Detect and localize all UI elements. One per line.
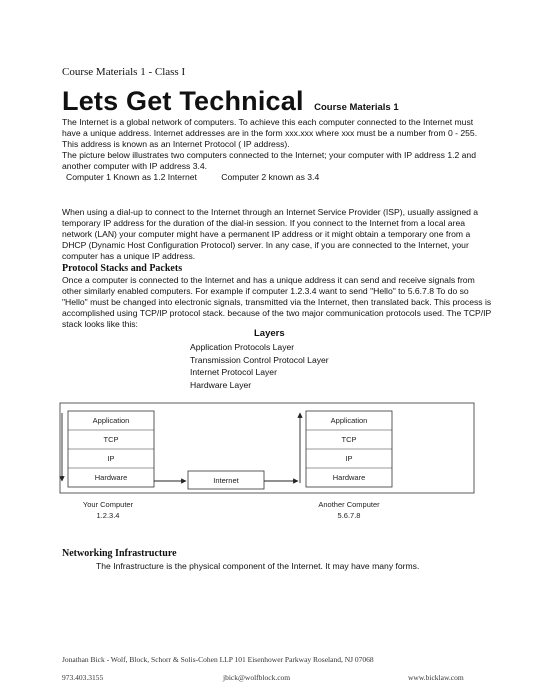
intro-paragraph: The Internet is a global network of computers. To achieve this each computer connected to the Internet must have a unique address. Internet addresses are in the form xxx.xxx where xxx must be a number from 0 - 255. This address is known as an Internet Protocol ( IP address). — [62, 117, 478, 149]
right-layer-label: Application — [330, 416, 368, 425]
title-row — [62, 86, 399, 117]
layer-item: Application Protocols Layer — [190, 342, 295, 352]
layer-item: Transmission Control Protocol Layer — [190, 354, 329, 365]
another-computer-address: 5.6.7.8 — [337, 511, 361, 520]
computer-1-label: Computer 1 Known as 1.2 Internet — [66, 172, 197, 182]
another-computer-label: Another Computer — [318, 500, 380, 509]
layer-item: Hardware Layer — [190, 379, 252, 390]
dialup-paragraph: When using a dial-up to connect to the Internet through an Internet Service Provider (ISP), usually assigned a temporary IP address for the duration of the dial-in session. If you connect to the Internet from a local area network (LAN) your computer might have a permanent IP address or it might obtain a temporary one from a DHCP (Dynamic Host Configuration Protocol) server. In any case, if you are connected to the Internet, your computer has a unique IP address. — [62, 207, 479, 261]
right-layer-label: Hardware — [332, 473, 366, 482]
protocol-paragraph: Once a computer is connected to the Internet and has a unique address it can send and receive signals from other similarly enabled computers. For example if computer 1.2.3.4 want to send "Hello" to 5.6.7.8 To do so "Hello" must be changed into electronic signals, transmitted via the Internet, then translated back. This process is accomplished using TCP/IP protocol stack. because of the two major communication protocols used. The TCP/IP stack looks like this: — [62, 275, 492, 329]
footer-website: www.bicklaw.com — [408, 673, 464, 682]
tcpip-diagram — [58, 401, 478, 531]
left-layer-label: IP — [107, 454, 115, 463]
page-subtitle: Course Materials 1 — [314, 102, 399, 113]
computers-row — [66, 172, 341, 182]
left-layer-label: Hardware — [94, 473, 128, 482]
footer-address: Jonathan Bick - Wolf, Block, Schorr & Solis-Cohen LLP 101 Eisenhower Parkway Roseland, NJ 07068 — [62, 655, 374, 664]
infrastructure-heading: Networking Infrastructure — [62, 548, 177, 559]
right-layer-label: IP — [345, 454, 353, 463]
course-header: Course Materials 1 - Class I — [62, 66, 186, 78]
your-computer-address: 1.2.3.4 — [96, 511, 120, 520]
right-layer-label: TCP — [341, 435, 357, 444]
your-computer-label: Your Computer — [82, 500, 134, 509]
layers-title: Layers — [254, 328, 285, 339]
infrastructure-paragraph: The Infrastructure is the physical component of the Internet. It may have many forms. — [96, 561, 420, 571]
internet-label: Internet — [213, 476, 239, 485]
picture-description: The picture below illustrates two computers connected to the Internet; your computer with IP address 1.2 and another computer with IP address 3.4. — [62, 150, 476, 171]
computer-2-label: Computer 2 known as 3.4 — [221, 172, 320, 182]
left-layer-label: TCP — [103, 435, 119, 444]
protocol-heading: Protocol Stacks and Packets — [62, 263, 183, 274]
left-layer-label: Application — [92, 416, 130, 425]
layer-item: Internet Protocol Layer — [190, 367, 277, 377]
layers-list — [190, 342, 350, 392]
footer-phone: 973.403.3155 — [62, 673, 104, 682]
page-title: Lets Get Technical — [62, 86, 304, 116]
footer-email: jbick@wolfblock.com — [223, 673, 291, 682]
